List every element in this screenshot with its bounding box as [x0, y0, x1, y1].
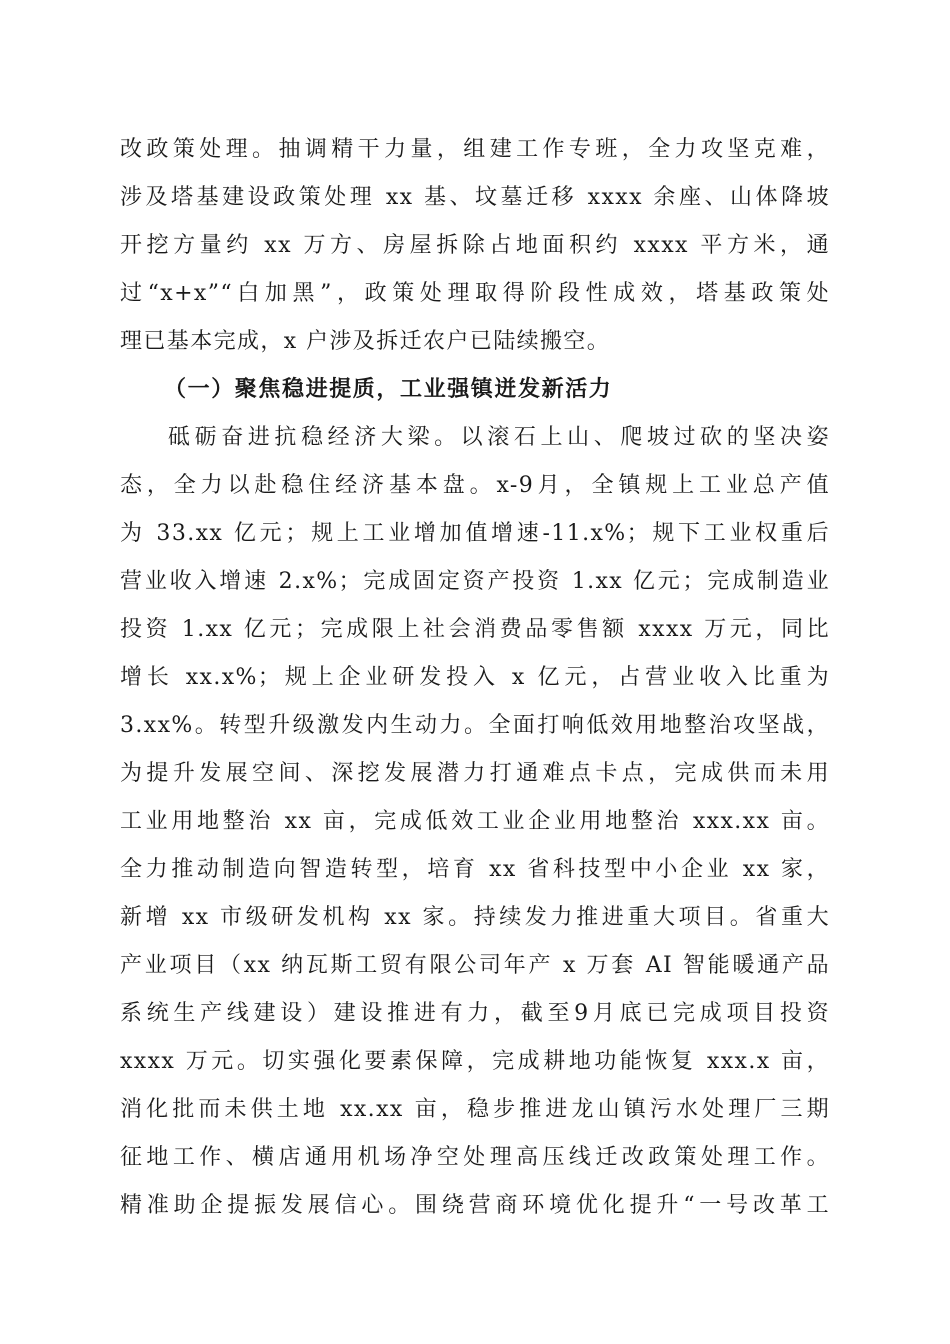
- text-line: 系统生产线建设）建设推进有力，截至9月底已完成项目投资: [120, 1001, 830, 1026]
- text-line: 产业项目（xx 纳瓦斯工贸有限公司年产 x 万套 AI 智能暖通产品: [120, 953, 830, 978]
- text-line: 征地工作、横店通用机场净空处理高压线迁改政策处理工作。: [120, 1145, 830, 1170]
- text-line: 工业用地整治 xx 亩，完成低效工业企业用地整治 xxx.xx 亩。: [120, 809, 830, 834]
- text-line: 3.xx%。转型升级激发内生动力。全面打响低效用地整治攻坚战，: [120, 713, 830, 738]
- text-line: 增长 xx.x%；规上企业研发投入 x 亿元，占营业收入比重为: [120, 665, 830, 690]
- text-line: 理已基本完成，x 户涉及拆迁农户已陆续搬空。: [120, 329, 611, 354]
- text-line: 新增 xx 市级研发机构 xx 家。持续发力推进重大项目。省重大: [120, 905, 830, 930]
- text-line: xxxx 万元。切实强化要素保障，完成耕地功能恢复 xxx.x 亩，: [120, 1049, 830, 1074]
- text-line: 改政策处理。抽调精干力量，组建工作专班，全力攻坚克难，: [120, 137, 830, 162]
- section-heading: （一）聚焦稳进提质，工业强镇迸发新活力: [164, 377, 613, 402]
- text-line: 开挖方量约 xx 万方、房屋拆除占地面积约 xxxx 平方米，通: [120, 233, 830, 258]
- text-line: 为 33.xx 亿元；规上工业增加值增速-11.x%；规下工业权重后: [120, 521, 830, 546]
- text-line: 投资 1.xx 亿元；完成限上社会消费品零售额 xxxx 万元，同比: [120, 617, 830, 642]
- text-line: 消化批而未供土地 xx.xx 亩，稳步推进龙山镇污水处理厂三期: [120, 1097, 830, 1122]
- text-line: 涉及塔基建设政策处理 xx 基、坟墓迁移 xxxx 余座、山体降坡: [120, 185, 830, 210]
- text-line: 砥砺奋进抗稳经济大梁。以滚石上山、爬坡过砍的坚决姿: [168, 425, 830, 450]
- text-line: 全力推动制造向智造转型，培育 xx 省科技型中小企业 xx 家，: [120, 857, 830, 882]
- text-line: 为提升发展空间、深挖发展潜力打通难点卡点，完成供而未用: [120, 761, 830, 786]
- body-text: [120, 126, 830, 1230]
- text-line: 精准助企提振发展信心。围绕营商环境优化提升“一号改革工: [120, 1193, 830, 1218]
- text-line: 态，全力以赴稳住经济基本盘。x-9月，全镇规上工业总产值: [120, 473, 830, 498]
- text-line: 营业收入增速 2.x%；完成固定资产投资 1.xx 亿元；完成制造业: [120, 569, 830, 594]
- text-line: 过“x+x”“白加黑”，政策处理取得阶段性成效，塔基政策处: [120, 281, 830, 306]
